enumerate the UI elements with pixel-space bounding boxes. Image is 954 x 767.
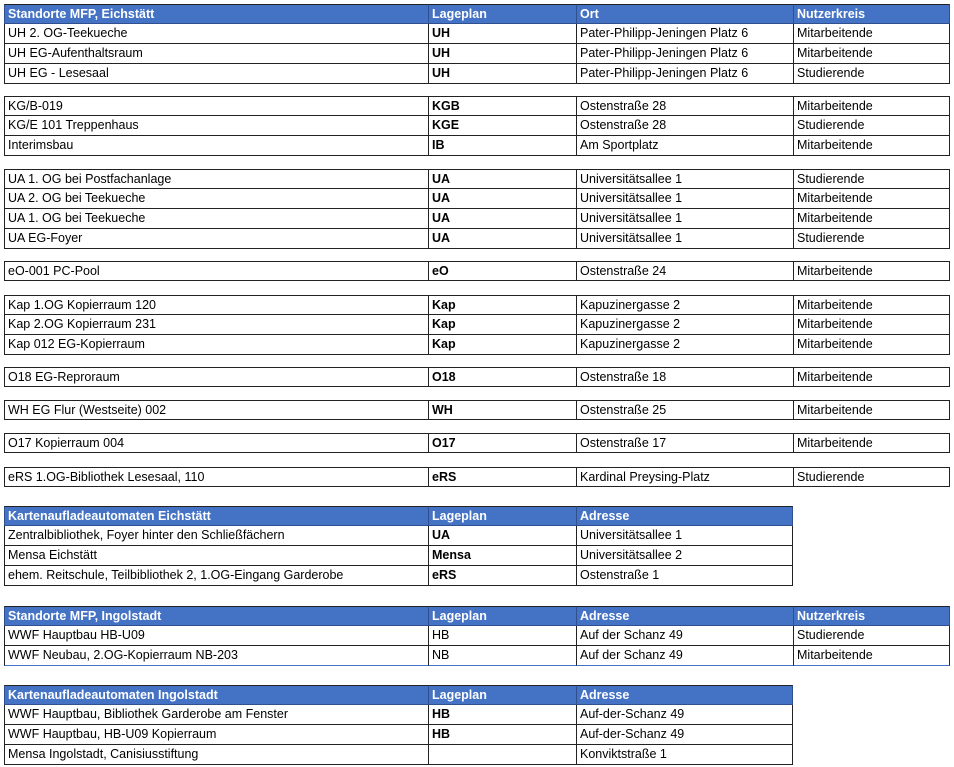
table-cell: UA [428,209,576,229]
table-cell: UH [428,44,576,64]
mfp-eichstaett-group-kap [4,295,950,355]
table-cell: eO [428,261,576,281]
table-cell: Kapuzinergasse 2 [576,295,793,315]
table-row [4,209,950,229]
table-cell: Mitarbeitende [793,335,950,355]
table-cell: WWF Neubau, 2.OG-Kopierraum NB-203 [4,646,428,666]
table-cell: Interimsbau [4,136,428,156]
table-row [4,433,950,453]
header-cell: Nutzerkreis [793,606,950,626]
table-cell: Universitätsallee 1 [576,526,793,546]
table-cell: Mitarbeitende [793,295,950,315]
mfp-eichstaett-table [4,4,950,84]
table-row [4,261,950,281]
table-row [4,745,793,765]
table-row [4,626,950,646]
table-cell: NB [428,646,576,666]
table-cell: O17 [428,433,576,453]
table-row [4,335,950,355]
automaten-eichstaett-table [4,506,793,586]
header-cell: Lageplan [428,4,576,24]
table-cell: Ostenstraße 28 [576,96,793,116]
table-row [4,24,950,44]
table-cell: UH [428,64,576,84]
table-cell: Kap 1.OG Kopierraum 120 [4,295,428,315]
table-cell: O18 [428,367,576,387]
table-cell: Studierende [793,116,950,136]
table-cell: Mensa [428,546,576,566]
table-header-row [4,606,950,626]
table-row [4,646,950,666]
table-cell: Ostenstraße 25 [576,400,793,420]
mfp-eichstaett-group-eo [4,261,950,281]
table-cell: WWF Hauptbau, Bibliothek Garderobe am Fenster [4,705,428,725]
table-cell: UA [428,229,576,249]
table-cell: Mitarbeitende [793,261,950,281]
table-cell: Auf-der-Schanz 49 [576,725,793,745]
mfp-eichstaett-group-ua [4,169,950,249]
table-cell: HB [428,725,576,745]
table-cell: UA [428,169,576,189]
table-cell: HB [428,626,576,646]
table-cell: IB [428,136,576,156]
table-cell: HB [428,705,576,725]
table-cell: ehem. Reitschule, Teilbibliothek 2, 1.OG-Eingang Garderobe [4,566,428,586]
table-cell: Ostenstraße 17 [576,433,793,453]
table-row [4,526,793,546]
table-cell: Mitarbeitende [793,44,950,64]
table-row [4,725,793,745]
table-cell: eO-001 PC-Pool [4,261,428,281]
table-header-row [4,506,793,526]
table-cell: Ostenstraße 1 [576,566,793,586]
table-cell [428,745,576,765]
table-cell: UA 1. OG bei Postfachanlage [4,169,428,189]
table-cell: Auf-der-Schanz 49 [576,705,793,725]
table-cell: WWF Hauptbau, HB-U09 Kopierraum [4,725,428,745]
mfp-ingolstadt-table [4,606,950,666]
table-row [4,315,950,335]
header-cell: Nutzerkreis [793,4,950,24]
table-cell: Universitätsallee 1 [576,189,793,209]
table-cell: UH 2. OG-Teekueche [4,24,428,44]
header-cell: Standorte MFP, Eichstätt [4,4,428,24]
table-cell: Mitarbeitende [793,209,950,229]
table-cell: Mensa Ingolstadt, Canisiusstiftung [4,745,428,765]
table-cell: Kapuzinergasse 2 [576,315,793,335]
table-cell: WWF Hauptbau HB-U09 [4,626,428,646]
table-cell: Universitätsallee 1 [576,229,793,249]
table-cell: Pater-Philipp-Jeningen Platz 6 [576,64,793,84]
table-row [4,705,793,725]
table-header-row [4,685,793,705]
table-cell: Kap [428,335,576,355]
table-row [4,229,950,249]
table-cell: Am Sportplatz [576,136,793,156]
table-row [4,566,793,586]
table-row [4,400,950,420]
table-cell: Mensa Eichstätt [4,546,428,566]
table-cell: UA 1. OG bei Teekueche [4,209,428,229]
table-row [4,467,950,487]
table-row [4,295,950,315]
table-row [4,546,793,566]
table-cell: WH EG Flur (Westseite) 002 [4,400,428,420]
table-cell: Ostenstraße 18 [576,367,793,387]
header-cell: Lageplan [428,685,576,705]
table-cell: Kap 012 EG-Kopierraum [4,335,428,355]
table-cell: O18 EG-Reproraum [4,367,428,387]
header-cell: Standorte MFP, Ingolstadt [4,606,428,626]
table-row [4,367,950,387]
header-cell: Kartenaufladeautomaten Eichstätt [4,506,428,526]
header-cell: Adresse [576,506,793,526]
table-cell: UA 2. OG bei Teekueche [4,189,428,209]
header-cell: Adresse [576,606,793,626]
table-cell: Auf der Schanz 49 [576,626,793,646]
table-cell: eRS [428,566,576,586]
table-cell: KGB [428,96,576,116]
table-row [4,116,950,136]
table-row [4,136,950,156]
table-cell: Universitätsallee 1 [576,169,793,189]
mfp-eichstaett-group-o18 [4,367,950,387]
table-cell: UH [428,24,576,44]
table-cell: Mitarbeitende [793,96,950,116]
table-cell: Studierende [793,467,950,487]
header-cell: Adresse [576,685,793,705]
table-cell: eRS [428,467,576,487]
table-cell: WH [428,400,576,420]
table-cell: Mitarbeitende [793,400,950,420]
table-cell: Mitarbeitende [793,189,950,209]
table-cell: Auf der Schanz 49 [576,646,793,666]
table-cell: Mitarbeitende [793,315,950,335]
table-cell: KGE [428,116,576,136]
table-cell: Ostenstraße 28 [576,116,793,136]
table-cell: Studierende [793,64,950,84]
mfp-eichstaett-group-wh [4,400,950,420]
table-cell: Kap [428,315,576,335]
table-row [4,96,950,116]
table-cell: Pater-Philipp-Jeningen Platz 6 [576,44,793,64]
table-cell: Zentralbibliothek, Foyer hinter den Schließfächern [4,526,428,546]
table-header-row [4,4,950,24]
table-cell: Kap [428,295,576,315]
header-cell: Lageplan [428,506,576,526]
table-cell: Studierende [793,626,950,646]
table-cell: Studierende [793,229,950,249]
table-cell: Mitarbeitende [793,646,950,666]
table-cell: Kap 2.OG Kopierraum 231 [4,315,428,335]
table-cell: UH EG-Aufenthaltsraum [4,44,428,64]
table-cell: Konviktstraße 1 [576,745,793,765]
table-cell: UA [428,189,576,209]
mfp-eichstaett-group-ers [4,467,950,487]
table-row [4,169,950,189]
table-row [4,189,950,209]
table-cell: Mitarbeitende [793,367,950,387]
table-row [4,64,950,84]
table-cell: Ostenstraße 24 [576,261,793,281]
table-cell: Pater-Philipp-Jeningen Platz 6 [576,24,793,44]
table-cell: UA [428,526,576,546]
header-cell: Kartenaufladeautomaten Ingolstadt [4,685,428,705]
table-cell: Kapuzinergasse 2 [576,335,793,355]
table-cell: eRS 1.OG-Bibliothek Lesesaal, 110 [4,467,428,487]
table-cell: Mitarbeitende [793,136,950,156]
header-cell: Ort [576,4,793,24]
table-cell: UH EG - Lesesaal [4,64,428,84]
table-row [4,44,950,64]
mfp-eichstaett-group-o17 [4,433,950,453]
header-cell: Lageplan [428,606,576,626]
table-cell: Universitätsallee 2 [576,546,793,566]
table-cell: UA EG-Foyer [4,229,428,249]
table-cell: Kardinal Preysing-Platz [576,467,793,487]
table-cell: Studierende [793,169,950,189]
table-cell: Mitarbeitende [793,24,950,44]
table-cell: O17 Kopierraum 004 [4,433,428,453]
table-cell: KG/B-019 [4,96,428,116]
table-cell: Mitarbeitende [793,433,950,453]
table-cell: KG/E 101 Treppenhaus [4,116,428,136]
table-cell: Universitätsallee 1 [576,209,793,229]
automaten-ingolstadt-table [4,685,793,765]
mfp-eichstaett-group-kg [4,96,950,156]
